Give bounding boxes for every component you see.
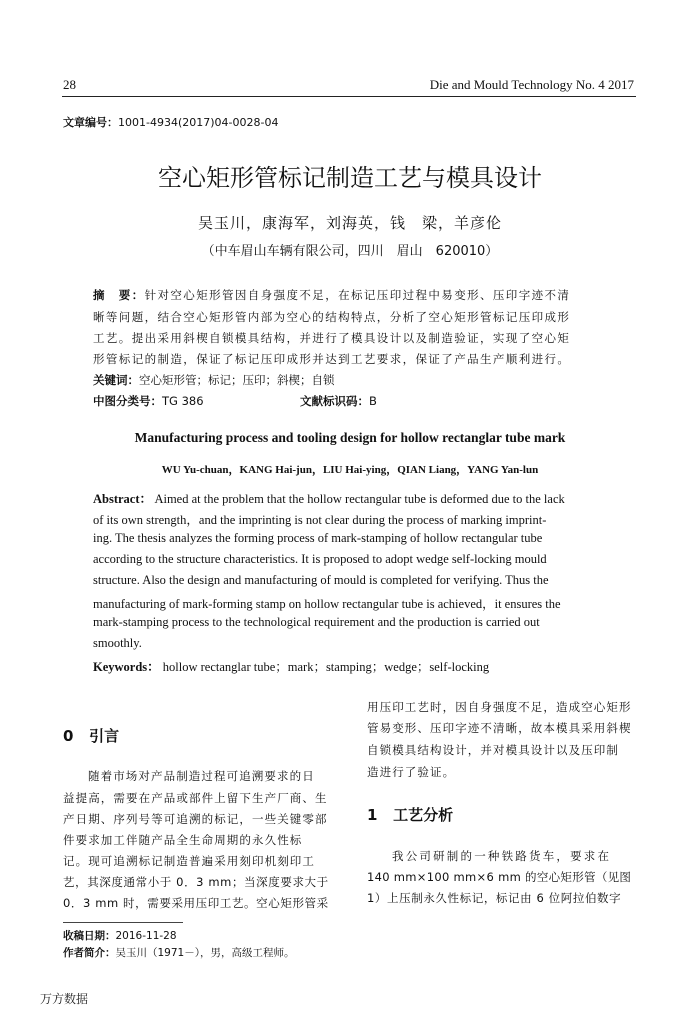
page-number: 28: [63, 77, 76, 92]
authors-en: WU Yu-chuan，KANG Hai-jun，LIU Hai-ying，QIAN Liang，YANG Yan-lun: [161, 464, 539, 476]
article-number-label: 文章编号：: [63, 116, 118, 129]
journal-header: Die and Mould Technology No. 4 2017: [429, 77, 634, 92]
abstract-en-line-1: Abstract： Aimed at the problem that the hollow rectangular tube is deformed due to the lack: [93, 492, 565, 506]
left-col-line-3: 产日期、序列号等可追溯的标记，一些关键零部: [63, 812, 328, 826]
author-bio-label: 作者简介：: [63, 947, 116, 959]
section-1-heading: [367, 804, 453, 825]
header-rule: [62, 96, 636, 97]
keywords-cn-label: 关键词：: [93, 373, 139, 387]
section-0-heading: [63, 725, 119, 746]
right-col-line-5: 我公司研制的一种铁路货车，要求在: [392, 849, 612, 863]
right-col-line-1: 用压印工艺时，因自身强度不足，造成空心矩形: [367, 700, 632, 714]
doc-code-value: B: [369, 394, 377, 408]
clc-value: TG 386: [162, 394, 204, 408]
left-col-line-1: 随着市场对产品制造过程可追溯要求的日: [88, 769, 315, 783]
title-cn: 空心矩形管标记制造工艺与模具设计: [158, 164, 542, 192]
article-number: [63, 114, 278, 130]
right-col-line-7: 1）上压制永久性标记，标记由 6 位阿拉伯数字: [367, 891, 622, 905]
authors-cn: 吴玉川，康海军，刘海英，钱 梁，羊彦伦: [197, 214, 502, 232]
article-number-value: 1001-4934(2017)04-0028-04: [118, 116, 279, 129]
left-col-line-5: 记。现可追溯标记制造普遍采用刻印机刻印工: [63, 854, 315, 868]
watermark: 万方数据: [40, 992, 89, 1006]
author-bio: [63, 945, 294, 960]
section-0-title: 引言: [89, 727, 120, 745]
abstract-cn-line-2: 晰等问题，结合空心矩形管内部为空心的结构特点，分析了空心矩形管标记压印成形: [93, 310, 571, 324]
received-date: [63, 928, 177, 943]
abstract-cn-label: 摘 要：: [93, 288, 145, 302]
right-col-line-6: 140 mm×100 mm×6 mm 的空心矩形管（见图: [367, 870, 632, 884]
section-1-number: 1: [367, 806, 378, 824]
received-value: 2016-11-28: [115, 930, 177, 942]
left-col-line-6: 艺，其深度通常小于 0．3 mm；当深度要求大于: [63, 875, 329, 889]
keywords-cn-value: 空心矩形管；标记；压印；斜楔；自锁: [139, 373, 335, 387]
abstract-en-label: Abstract：: [93, 492, 153, 506]
abstract-en-line-5: structure. Also the design and manufacturing of mould is completed for verifying. Thus the: [93, 573, 549, 587]
abstract-en-line-7: mark-stamping process to the technological requirement and the production is carried out: [93, 615, 540, 629]
abstract-cn-line-4: 形管标记的制造，保证了标记压印成形并达到工艺要求，保证了产品生产顺利进行。: [93, 352, 571, 366]
abstract-en-line-2: of its own strength，and the imprinting is not clear during the process of marking imprint-: [93, 513, 547, 527]
keywords-en-label: Keywords：: [93, 660, 160, 674]
clc-number: [93, 393, 204, 409]
keywords-cn: [93, 372, 335, 388]
footnote-rule: [63, 922, 183, 923]
right-col-line-2: 管易变形、压印字迹不清晰，故本模具采用斜楔: [367, 721, 632, 735]
abstract-en-line-6: manufacturing of mark-forming stamp on hollow rectangular tube is achieved，it ensures the: [93, 597, 561, 611]
abstract-en-line-8: smoothly.: [93, 636, 142, 650]
right-col-line-3: 自锁模具结构设计，并对模具设计以及压印制: [367, 743, 619, 757]
left-col-line-2: 益提高，需要在产品或部件上留下生产厂商、生: [63, 791, 328, 805]
abstract-cn-line-1: 摘 要：针对空心矩形管因自身强度不足，在标记压印过程中易变形、压印字迹不清: [93, 288, 571, 302]
title-en: Manufacturing process and tooling design for hollow rectanglar tube mark: [134, 430, 566, 445]
doc-code-label: 文献标识码：: [300, 394, 369, 408]
affiliation-cn: （中车眉山车辆有限公司，四川 眉山 620010）: [201, 244, 499, 259]
keywords-en: [93, 657, 489, 675]
doc-code: [300, 393, 377, 409]
abstract-cn-line-3: 工艺。提出采用斜楔自锁模具结构，并进行了模具设计以及制造验证，实现了空心矩: [93, 331, 571, 345]
section-0-number: 0: [63, 727, 74, 745]
abstract-en-line-3: ing. The thesis analyzes the forming process of mark-stamping of hollow rectangular tube: [93, 531, 543, 545]
author-bio-value: 吴玉川（1971－），男，高级工程师。: [115, 947, 295, 959]
received-label: 收稿日期：: [63, 930, 116, 942]
right-col-line-4: 造进行了验证。: [367, 765, 456, 779]
left-col-line-4: 件要求加工伴随产品全生命周期的永久性标: [63, 833, 303, 847]
left-col-line-7: 0．3 mm 时，需要采用压印工艺。空心矩形管采: [63, 896, 329, 910]
clc-label: 中图分类号：: [93, 394, 162, 408]
section-1-title: 工艺分析: [393, 806, 454, 824]
abstract-en-line-4: according to the structure characteristics. It is proposed to adopt wedge self-locking mould: [93, 552, 547, 566]
keywords-en-value: hollow rectanglar tube；mark；stamping；wedge；self-locking: [162, 660, 490, 674]
